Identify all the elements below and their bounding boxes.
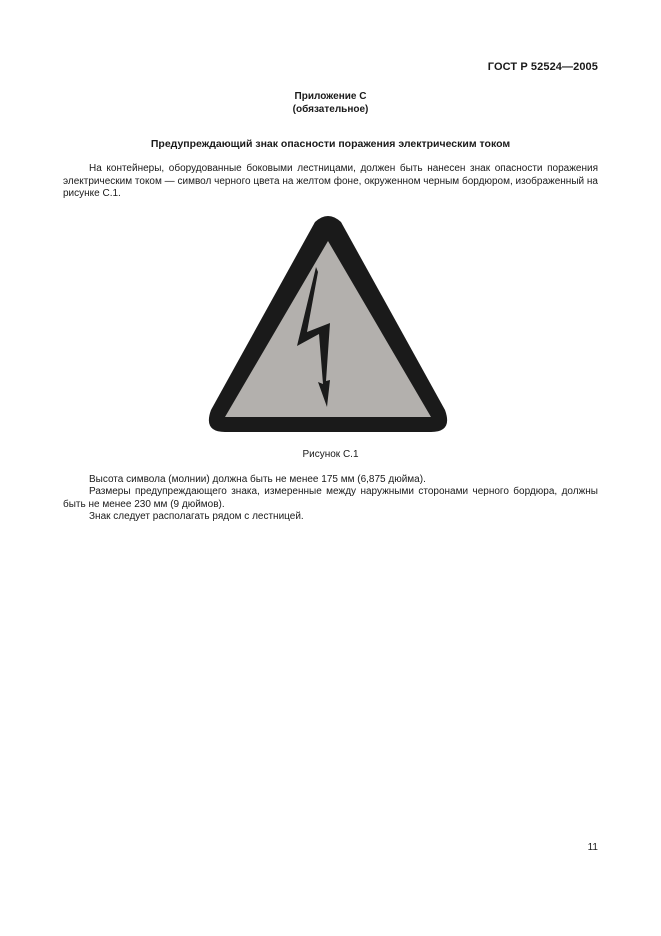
requirement-sign-placement: Знак следует располагать рядом с лестницей. [89, 511, 304, 522]
intro-paragraph: На контейнеры, оборудованные боковыми лестницами, должен быть нанесен знак опасности поражения электрическим током — символ черного цвета на желтом фоне, окруженном черным бордюром, изображенный на рисунке С.1. [63, 163, 598, 199]
annex-title: Приложение С [294, 91, 367, 102]
annex-heading [0, 90, 661, 116]
page-number: 11 [587, 842, 598, 853]
figure-caption: Рисунок С.1 [302, 449, 359, 460]
requirement-sign-size: Размеры предупреждающего знака, измеренные между наружными сторонами черного бордюра, должны быть не менее 230 мм (9 дюймов). [63, 486, 598, 510]
requirement-symbol-height: Высота символа (молнии) должна быть не менее 175 мм (6,875 дюйма). [89, 474, 426, 485]
section-title: Предупреждающий знак опасности поражения электрическим током [150, 138, 511, 150]
figure-c1 [207, 214, 449, 436]
electric-shock-warning-icon [207, 214, 449, 436]
standard-code: ГОСТ Р 52524—2005 [487, 61, 598, 73]
annex-status: (обязательное) [292, 104, 369, 115]
